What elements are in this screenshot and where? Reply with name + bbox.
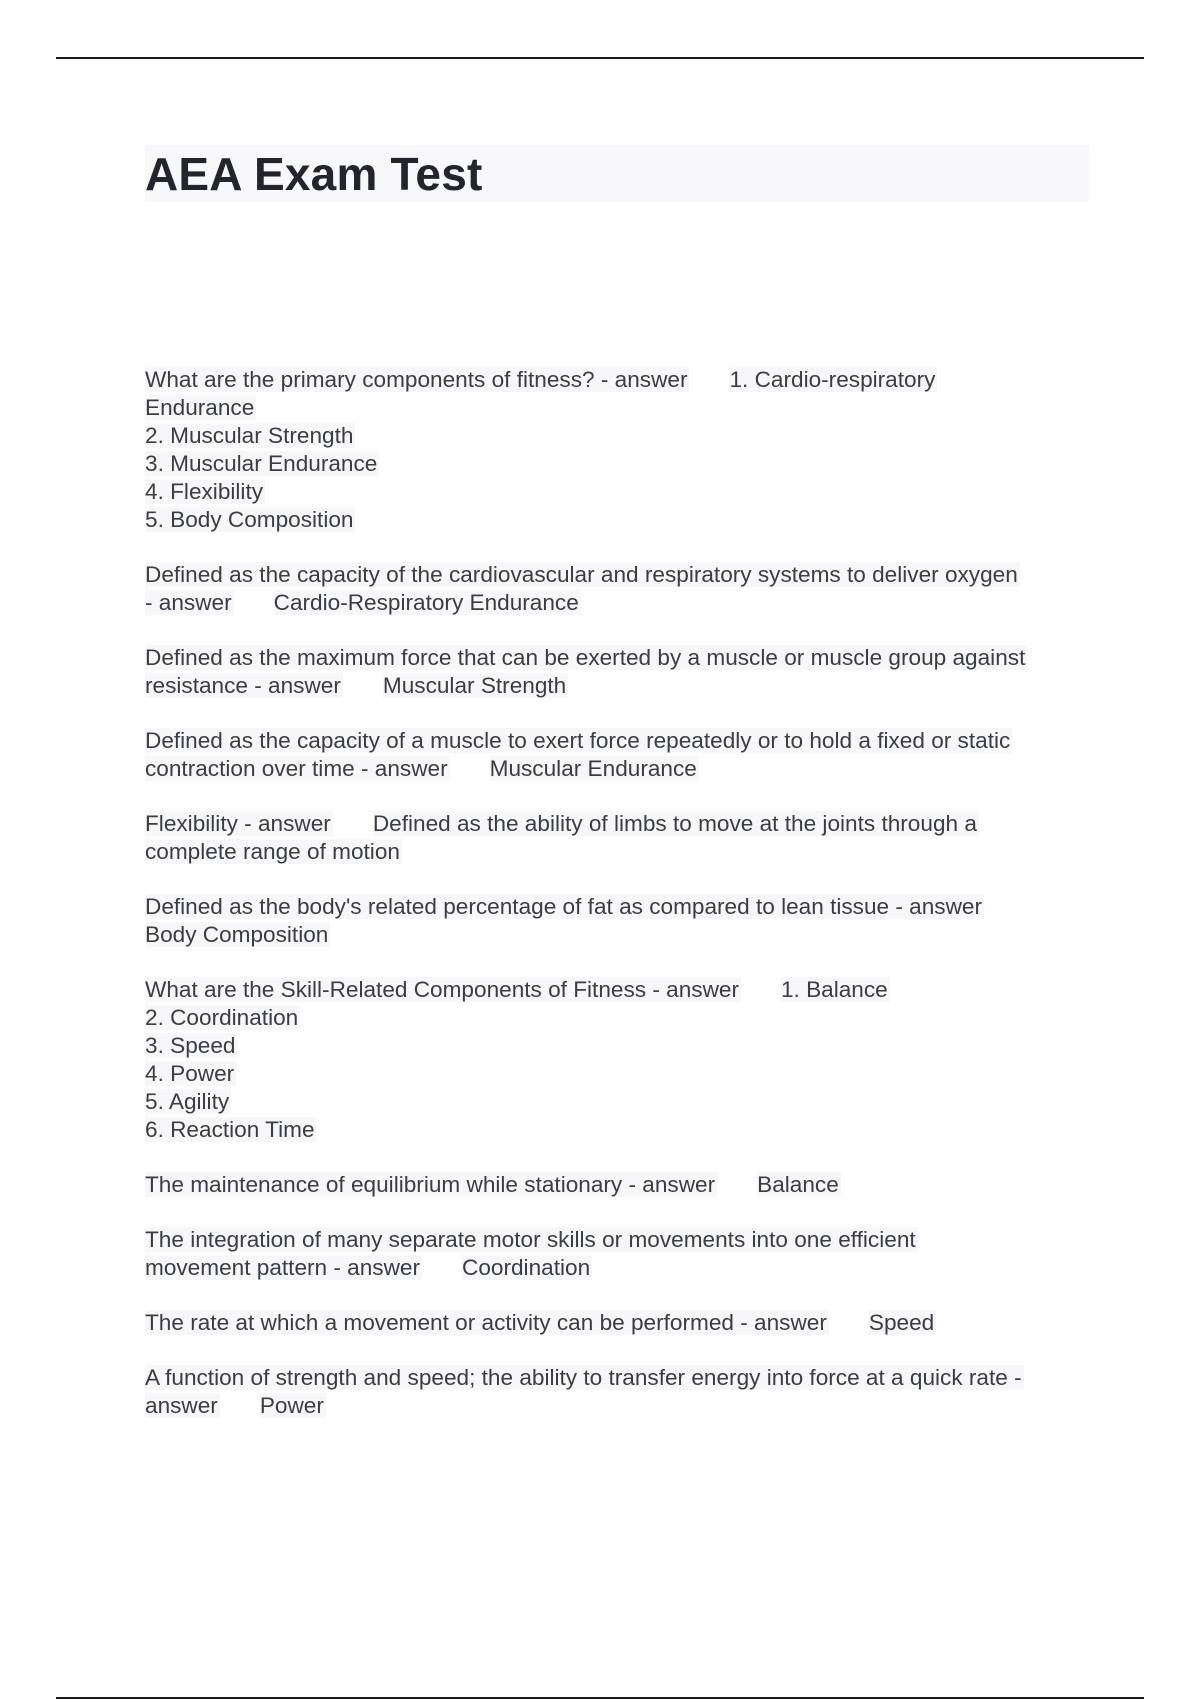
flashcard-line xyxy=(145,810,1095,838)
card-text: 5. Agility xyxy=(145,1089,230,1114)
flashcard xyxy=(145,727,1095,783)
flashcard-line xyxy=(145,893,1095,921)
answer-text: Muscular Strength xyxy=(382,673,567,698)
question-text: What are the primary components of fitness? - answer xyxy=(145,367,688,392)
flashcard xyxy=(145,976,1095,1144)
flashcard-line xyxy=(145,561,1095,589)
card-text: Defined as the body's related percentage of fat as compared to lean tissue - answer xyxy=(145,894,983,919)
question-text: What are the Skill-Related Components of Fitness - answer xyxy=(145,977,739,1002)
flashcard-line xyxy=(145,394,1095,422)
flashcard-line xyxy=(145,589,1095,617)
answer-text: Defined as the ability of limbs to move at the joints through a xyxy=(372,811,977,836)
flashcard-line xyxy=(145,921,1095,949)
answer-text: Speed xyxy=(868,1310,935,1335)
flashcard-line xyxy=(145,1032,1095,1060)
flashcard-line xyxy=(145,1309,1095,1337)
flashcard-line xyxy=(145,838,1095,866)
flashcard-line xyxy=(145,1226,1095,1254)
answer-text: 1. Balance xyxy=(780,977,888,1002)
top-rule xyxy=(56,57,1144,59)
card-text: The integration of many separate motor skills or movements into one efficient xyxy=(145,1227,916,1252)
flashcard xyxy=(145,561,1095,617)
card-text: 6. Reaction Time xyxy=(145,1117,315,1142)
flashcard xyxy=(145,1364,1095,1420)
document-title: AEA Exam Test xyxy=(145,148,483,200)
card-text: 3. Speed xyxy=(145,1033,236,1058)
flashcard-line xyxy=(145,1116,1095,1144)
card-text: Defined as the capacity of the cardiovascular and respiratory systems to deliver oxygen xyxy=(145,562,1018,587)
answer-text: Coordination xyxy=(462,1255,591,1280)
bottom-rule xyxy=(56,1697,1144,1699)
flashcard-line xyxy=(145,1364,1095,1392)
flashcard xyxy=(145,644,1095,700)
flashcard-line xyxy=(145,727,1095,755)
question-text: answer xyxy=(145,1393,218,1418)
flashcard-line xyxy=(145,1171,1095,1199)
question-text: The maintenance of equilibrium while stationary - answer xyxy=(145,1172,716,1197)
question-text: resistance - answer xyxy=(145,673,341,698)
flashcard-line xyxy=(145,450,1095,478)
card-text: complete range of motion xyxy=(145,839,400,864)
card-text: 5. Body Composition xyxy=(145,507,354,532)
answer-text: Power xyxy=(259,1393,324,1418)
flashcard xyxy=(145,893,1095,949)
flashcard-line xyxy=(145,1060,1095,1088)
flashcard xyxy=(145,1171,1095,1199)
card-text: Body Composition xyxy=(145,922,329,947)
card-text: Endurance xyxy=(145,395,255,420)
answer-text: 1. Cardio-respiratory xyxy=(729,367,936,392)
flashcard-list xyxy=(145,366,1095,1447)
flashcard xyxy=(145,1226,1095,1282)
flashcard-line xyxy=(145,976,1095,1004)
question-text: movement pattern - answer xyxy=(145,1255,421,1280)
flashcard-line xyxy=(145,644,1095,672)
answer-text: Cardio-Respiratory Endurance xyxy=(273,590,579,615)
question-text: The rate at which a movement or activity can be performed - answer xyxy=(145,1310,827,1335)
question-text: Flexibility - answer xyxy=(145,811,331,836)
card-text: 4. Power xyxy=(145,1061,235,1086)
question-text: - answer xyxy=(145,590,232,615)
flashcard xyxy=(145,366,1095,534)
flashcard-line xyxy=(145,755,1095,783)
flashcard-line xyxy=(145,1254,1095,1282)
flashcard xyxy=(145,810,1095,866)
card-text: Defined as the maximum force that can be exerted by a muscle or muscle group against xyxy=(145,645,1026,670)
card-text: 3. Muscular Endurance xyxy=(145,451,378,476)
flashcard xyxy=(145,1309,1095,1337)
answer-text: Muscular Endurance xyxy=(489,756,697,781)
flashcard-line xyxy=(145,506,1095,534)
flashcard-line xyxy=(145,478,1095,506)
flashcard-line xyxy=(145,672,1095,700)
flashcard-line xyxy=(145,1004,1095,1032)
flashcard-line xyxy=(145,1088,1095,1116)
flashcard-line xyxy=(145,1392,1095,1420)
card-text: 2. Muscular Strength xyxy=(145,423,354,448)
card-text: Defined as the capacity of a muscle to exert force repeatedly or to hold a fixed or static xyxy=(145,728,1011,753)
answer-text: Balance xyxy=(757,1172,839,1197)
question-text: contraction over time - answer xyxy=(145,756,448,781)
card-text: 4. Flexibility xyxy=(145,479,264,504)
card-text: 2. Coordination xyxy=(145,1005,299,1030)
flashcard-line xyxy=(145,366,1095,394)
card-text: A function of strength and speed; the ability to transfer energy into force at a quick rate - xyxy=(145,1365,1022,1390)
flashcard-line xyxy=(145,422,1095,450)
